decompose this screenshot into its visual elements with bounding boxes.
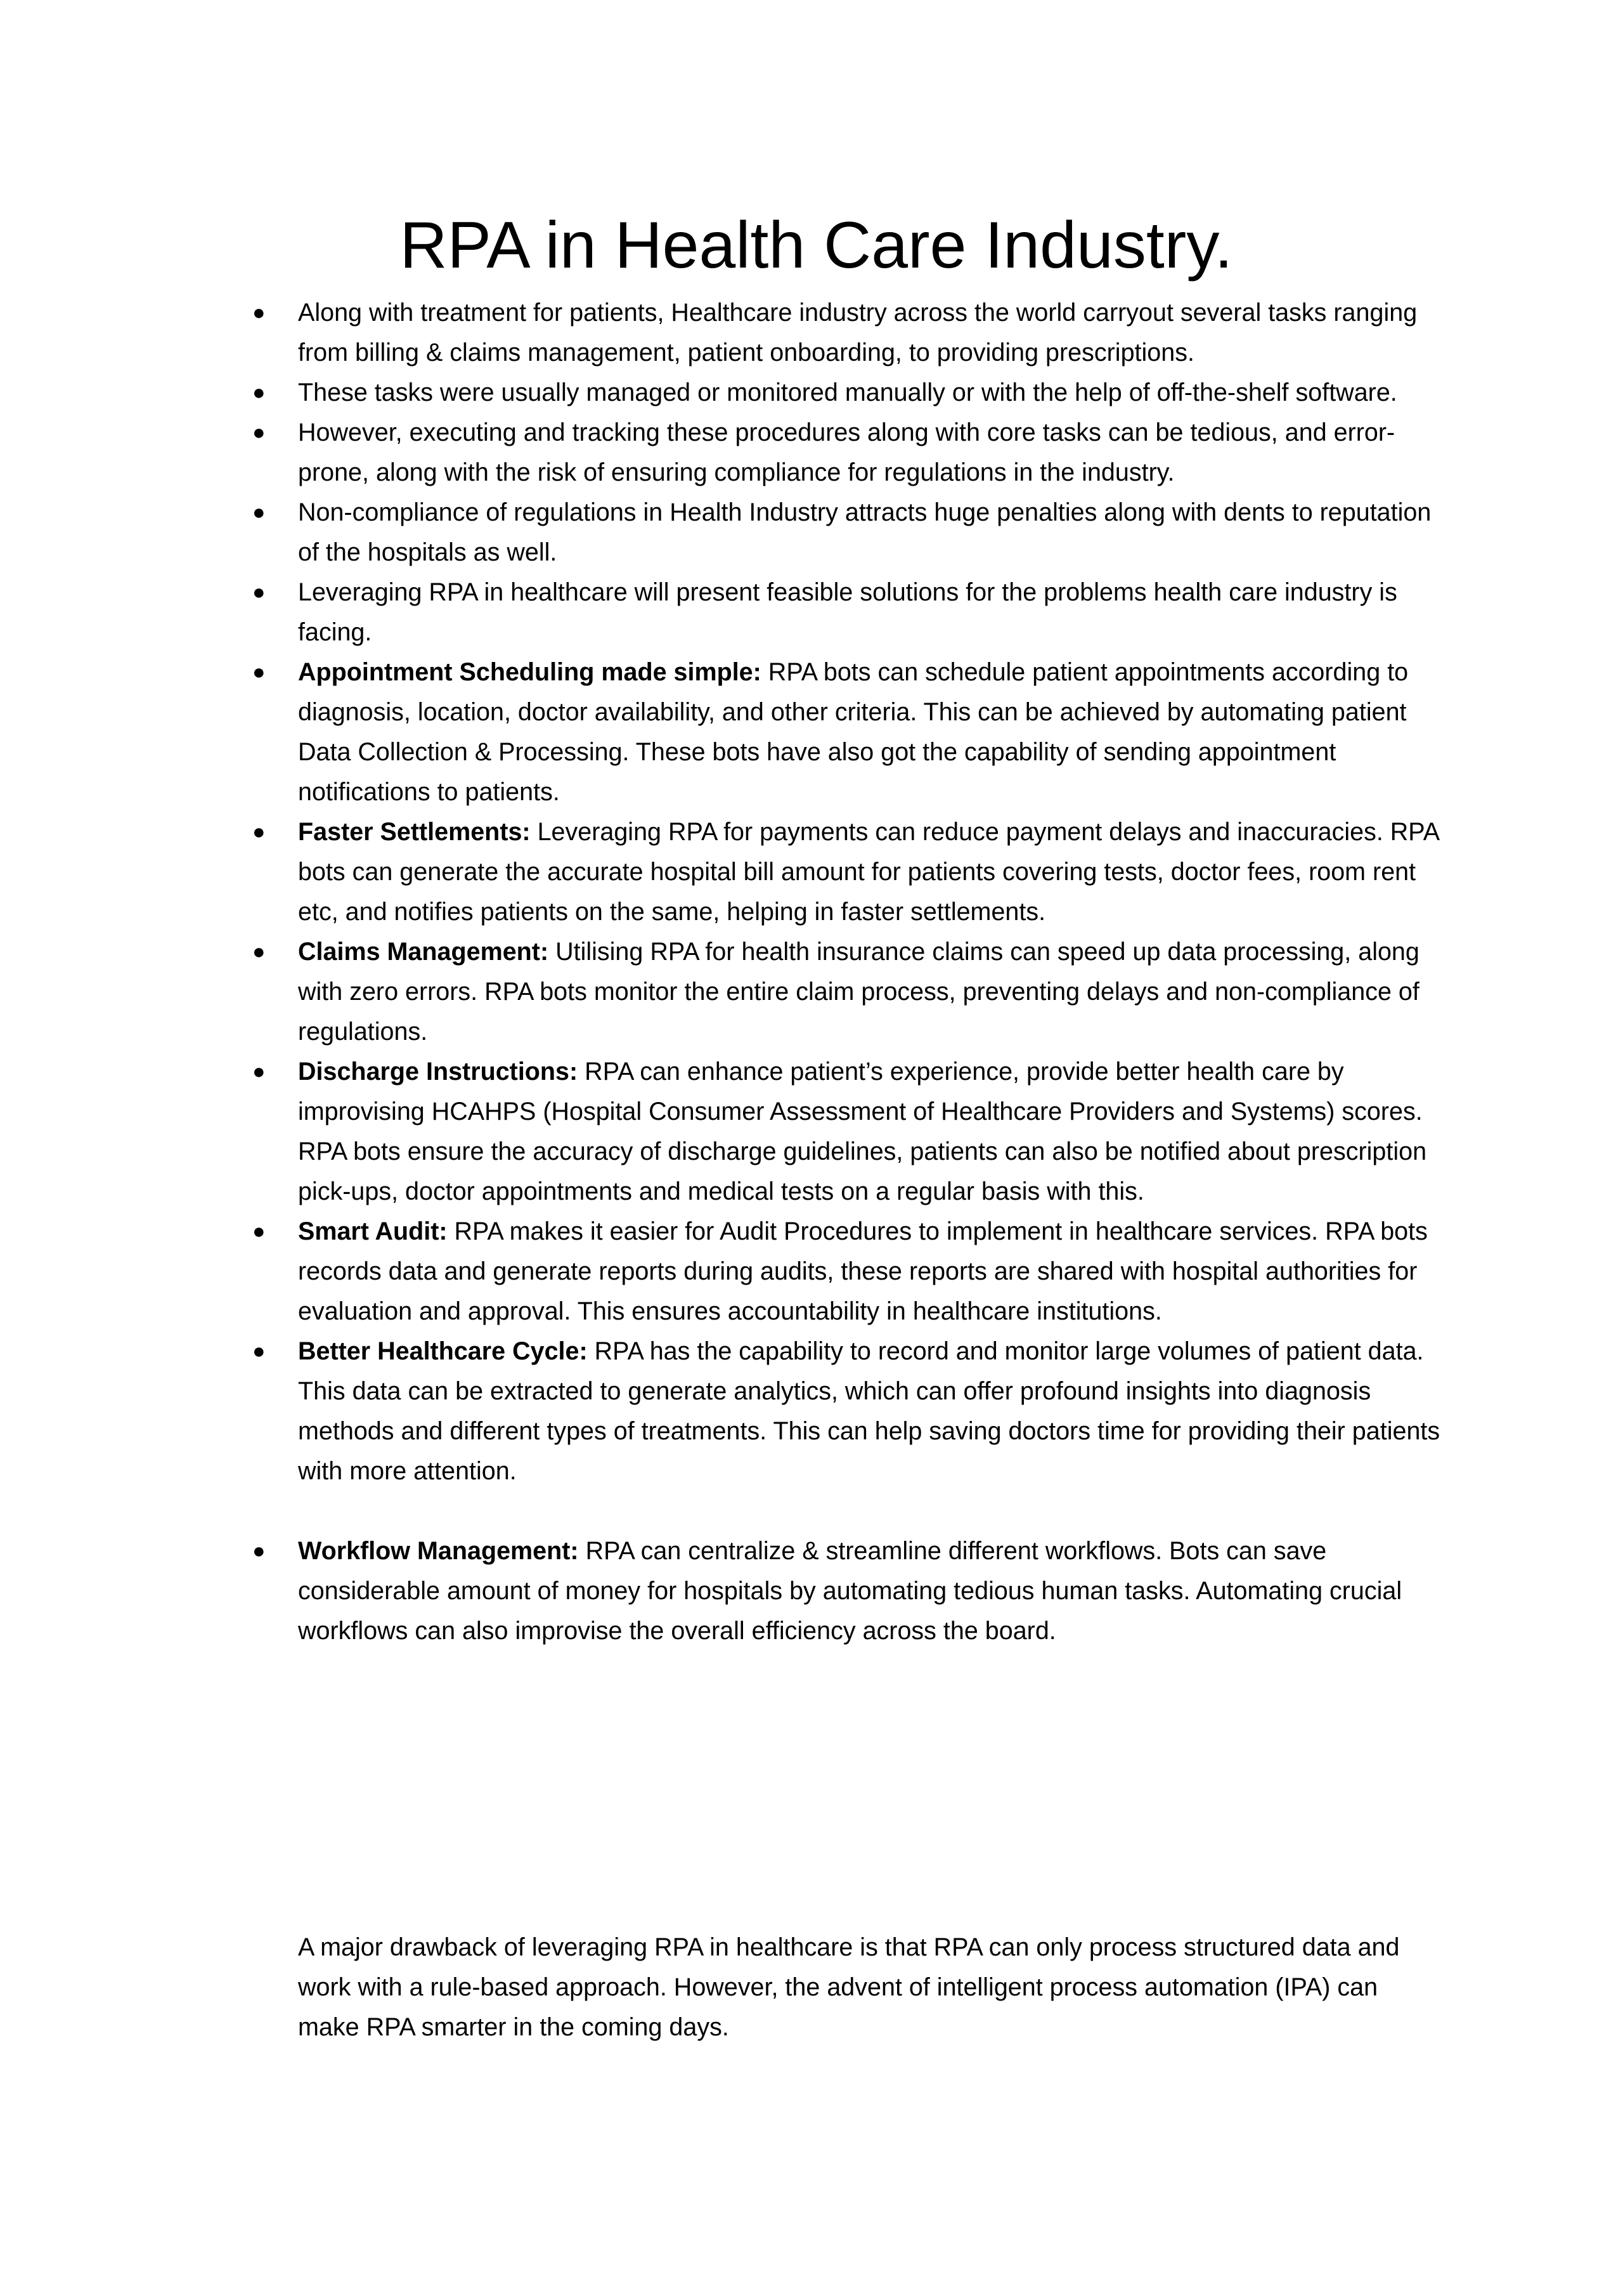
bullet-icon: ●	[252, 380, 266, 405]
bullet-icon: ●	[252, 820, 266, 844]
item-text: Along with treatment for patients, Healthcare industry across the world carryout several tasks ranging from billing & claims management, patient onboarding, to providing prescriptions.	[298, 299, 1418, 366]
bullet-icon: ●	[252, 1339, 266, 1363]
item-text: Leveraging RPA for payments can reduce payment delays and inaccuracies. RPA bots can generate the accurate hospital bill amount for patients covering tests, doctor fees, room rent etc, and notifies patients on the same, helping in faster settlements.	[298, 818, 1439, 926]
item-heading: Smart Audit:	[298, 1217, 448, 1245]
page-title: RPA in Health Care Industry.	[399, 209, 1233, 282]
bullet-icon: ●	[252, 940, 266, 964]
item-heading: Appointment Scheduling made simple:	[298, 658, 761, 686]
bullet-list	[241, 293, 1445, 1651]
list-item	[241, 652, 1445, 812]
item-heading: Better Healthcare Cycle:	[298, 1337, 588, 1365]
closing-paragraph: A major drawback of leveraging RPA in healthcare is that RPA can only process structured data and work with a rule-based approach. However, the advent of intelligent process automation (IPA) can make RPA smarter in the coming days.	[298, 1933, 1400, 2041]
bullet-icon: ●	[252, 1219, 266, 1243]
list-item	[241, 493, 1445, 573]
list-item	[241, 573, 1445, 652]
item-heading: Workflow Management:	[298, 1537, 579, 1565]
item-text: RPA can centralize & streamline different workflows. Bots can save considerable amount of money for hospitals by automating tedious human tasks. Automating crucial workflows can also improvise the overall efficiency across the board.	[298, 1537, 1402, 1645]
item-text: RPA makes it easier for Audit Procedures to implement in healthcare services. RPA bots records data and generate reports during audits, these reports are shared with hospital authorities for evaluation and approval. This ensures accountability in healthcare institutions.	[298, 1217, 1428, 1325]
list-item	[241, 1212, 1445, 1332]
list-item	[241, 932, 1445, 1052]
item-heading: Faster Settlements:	[298, 818, 531, 846]
bullet-icon: ●	[252, 301, 266, 325]
list-item	[241, 812, 1445, 932]
bullet-icon: ●	[252, 1060, 266, 1084]
bullet-icon: ●	[252, 580, 266, 604]
bullet-icon: ●	[252, 660, 266, 684]
bullet-icon: ●	[252, 500, 266, 524]
list-item	[241, 413, 1445, 493]
item-text: These tasks were usually managed or monitored manually or with the help of off-the-shelf software.	[298, 379, 1397, 406]
list-item	[241, 1531, 1445, 1651]
item-text: Utilising RPA for health insurance claims can speed up data processing, along with zero errors. RPA bots monitor the entire claim process, preventing delays and non-compliance of regulations.	[298, 938, 1419, 1046]
bullet-icon: ●	[252, 420, 266, 444]
item-text: Leveraging RPA in healthcare will present feasible solutions for the problems health care industry is facing.	[298, 578, 1397, 646]
list-item	[241, 293, 1445, 373]
item-text: RPA bots can schedule patient appointments according to diagnosis, location, doctor availability, and other criteria. This can be achieved by automating patient Data Collection & Processing. These bots have also got the capability of sending appointment notifications to patients.	[298, 658, 1409, 806]
item-heading: Claims Management:	[298, 938, 549, 966]
list-item	[241, 1332, 1445, 1491]
list-item	[241, 373, 1445, 413]
list-item	[241, 1052, 1445, 1212]
item-heading: Discharge Instructions:	[298, 1058, 578, 1086]
item-text: RPA can enhance patient’s experience, provide better health care by improvising HCAHPS (Hospital Consumer Assessment of Healthcare Providers and Systems) scores. RPA bots ensure the accuracy of discharge guidelines, patients can also be notified about prescription pick-ups, doctor appointments and medical tests on a regular basis with this.	[298, 1058, 1427, 1205]
bullet-icon: ●	[252, 1539, 266, 1563]
item-text: However, executing and tracking these procedures along with core tasks can be tedious, and error-prone, along with the risk of ensuring compliance for regulations in the industry.	[298, 418, 1395, 486]
item-text: Non-compliance of regulations in Health Industry attracts huge penalties along with dents to reputation of the hospitals as well.	[298, 498, 1432, 566]
item-text: RPA has the capability to record and monitor large volumes of patient data. This data can be extracted to generate analytics, which can offer profound insights into diagnosis methods and different types of treatments. This can help saving doctors time for providing their patients with more attention.	[298, 1337, 1440, 1485]
